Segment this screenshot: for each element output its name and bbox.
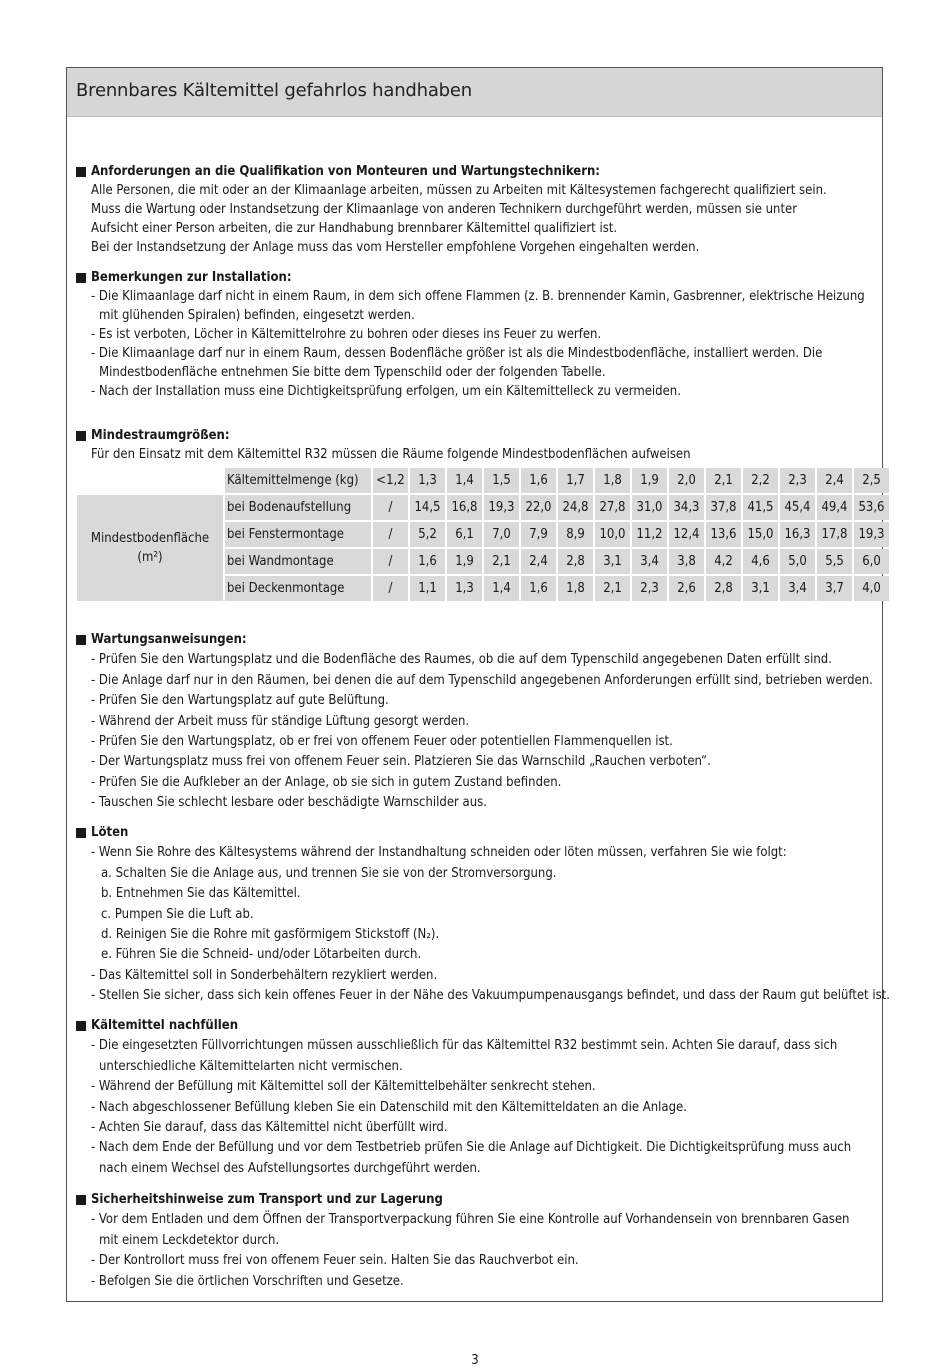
list-item: - Die eingesetzten Füllvorrichtungen müssen ausschließlich für das Kältemittel R32 bestimmt sein. Achten Sie darauf, dass sich [91,1038,838,1054]
table-cell: 1,8 [595,468,630,493]
table-cell: 2,4 [521,549,556,574]
area-label-cell [77,495,223,601]
table-cell: 1,6 [410,549,445,574]
square-bullet-icon [76,431,86,441]
step-item: a. Schalten Sie die Anlage aus, und trennen Sie sie von der Stromversorgung. [101,865,557,881]
table-cell: 1,4 [484,576,519,601]
table-cell: 2,6 [669,576,704,601]
section-heading: Kältemittel nachfüllen [91,1018,239,1033]
table-cell: 13,6 [706,522,741,547]
list-item: - Nach der Installation muss eine Dichtigkeitsprüfung erfolgen, um ein Kältemittelleck zu vermeiden. [91,384,681,399]
section-heading: Sicherheitshinweise zum Transport und zur Lagerung [91,1192,443,1207]
page-number: 3 [471,1353,479,1368]
step-item: d. Reinigen Sie die Rohre mit gasförmigem Stickstoff (N₂). [101,927,440,943]
square-bullet-icon [76,1021,86,1031]
table-cell: 17,8 [817,522,852,547]
table-cell: 2,2 [743,468,778,493]
table-cell: 5,5 [817,549,852,574]
section-heading: Löten [91,825,129,840]
table-cell: 16,3 [780,522,815,547]
list-item: - Prüfen Sie den Wartungsplatz auf gute Belüftung. [91,693,389,709]
table-cell: 41,5 [743,495,778,520]
table-cell: / [373,495,408,520]
section-soldering [76,823,890,1007]
table-cell: 2,8 [558,549,593,574]
section-heading: Bemerkungen zur Installation: [91,270,292,285]
list-item-continuation: mit einem Leckdetektor durch. [99,1232,280,1248]
table-cell: 1,6 [521,576,556,601]
row-label: bei Fenstermontage [225,522,371,547]
table-cell: 3,4 [632,549,667,574]
list-item: - Tauschen Sie schlecht lesbare oder beschädigte Warnschilder aus. [91,795,487,811]
table-cell: / [373,549,408,574]
list-item: - Prüfen Sie den Wartungsplatz und die Bodenfläche des Raumes, ob die auf dem Typenschild angegebenen Daten erfüllt sind. [91,652,832,668]
table-cell: <1,2 [373,468,408,493]
table-cell: 22,0 [521,495,556,520]
text-line: Aufsicht einer Person arbeiten, die zur Handhabung brennbarer Kältemittel qualifiziert ist. [91,221,618,236]
list-item: - Nach abgeschlossener Befüllung kleben Sie ein Datenschild mit den Kältemitteldaten an die Anlage. [91,1099,687,1115]
table-cell: 2,1 [595,576,630,601]
table-cell: 5,0 [780,549,815,574]
table-cell: 1,6 [521,468,556,493]
list-item: - Der Wartungsplatz muss frei von offenem Feuer sein. Platzieren Sie das Warnschild „Rauchen verboten“. [91,754,711,770]
section-qualification [76,162,827,257]
table-cell: / [373,522,408,547]
table-cell: 49,4 [817,495,852,520]
table-cell: 2,1 [706,468,741,493]
page-title: Brennbares Kältemittel gefahrlos handhaben [76,80,472,101]
table-cell: 31,0 [632,495,667,520]
table-corner-cell [77,468,223,493]
table-cell: 34,3 [669,495,704,520]
section-refill [76,1016,851,1179]
step-item: b. Entnehmen Sie das Kältemittel. [101,886,301,902]
section-heading: Mindestraumgrößen: [91,428,230,443]
step-item: c. Pumpen Sie die Luft ab. [101,906,254,922]
table-row [77,495,889,520]
table-cell: 1,1 [410,576,445,601]
list-item: - Befolgen Sie die örtlichen Vorschriften und Gesetze. [91,1273,404,1289]
list-item: - Während der Arbeit muss für ständige Lüftung gesorgt werden. [91,713,470,729]
table-cell: 8,9 [558,522,593,547]
table-cell: 2,0 [669,468,704,493]
table-cell: 2,1 [484,549,519,574]
table-cell: 4,0 [854,576,889,601]
table-cell: 2,5 [854,468,889,493]
table-cell: 37,8 [706,495,741,520]
row-label: bei Deckenmontage [225,576,371,601]
table-cell: / [373,576,408,601]
table-cell: 1,3 [447,576,482,601]
table-row [77,468,889,493]
square-bullet-icon [76,635,86,645]
table-intro: Für den Einsatz mit dem Kältemittel R32 müssen die Räume folgende Mindestbodenflächen aufweisen [91,447,691,462]
list-item: - Die Klimaanlage darf nur in einem Raum, dessen Bodenfläche größer ist als die Mindestbodenfläche, installiert werden. Die [91,346,823,361]
row-label: Kältemittelmenge (kg) [225,468,371,493]
table-cell: 27,8 [595,495,630,520]
section-heading: Wartungsanweisungen: [91,632,247,647]
section-heading: Anforderungen an die Qualifikation von Monteuren und Wartungstechnikern: [91,164,600,179]
square-bullet-icon [76,167,86,177]
table-cell: 15,0 [743,522,778,547]
list-item: - Wenn Sie Rohre des Kältesystems während der Instandhaltung schneiden oder löten müssen, verfahren Sie wie folgt: [91,845,787,861]
list-item: - Der Kontrollort muss frei von offenem Feuer sein. Halten Sie das Rauchverbot ein. [91,1253,579,1269]
table-cell: 2,3 [780,468,815,493]
table-cell: 3,1 [595,549,630,574]
list-item: - Während der Befüllung mit Kältemittel soll der Kältemittelbehälter senkrecht stehen. [91,1079,596,1095]
list-item: - Das Kältemittel soll in Sonderbehältern rezykliert werden. [91,967,438,983]
square-bullet-icon [76,828,86,838]
table-cell: 1,4 [447,468,482,493]
table-cell: 6,0 [854,549,889,574]
area-unit: (m²) [137,550,163,565]
table-cell: 5,2 [410,522,445,547]
table-cell: 1,9 [632,468,667,493]
table-cell: 6,1 [447,522,482,547]
square-bullet-icon [76,273,86,283]
table-cell: 19,3 [484,495,519,520]
table-cell: 1,5 [484,468,519,493]
table-cell: 1,3 [410,468,445,493]
section-min-room-size [76,426,691,464]
list-item: - Prüfen Sie die Aufkleber an der Anlage, ob sie sich in gutem Zustand befinden. [91,774,562,790]
list-item: - Die Anlage darf nur in den Räumen, bei denen die auf dem Typenschild angegebenen Anforderungen erfüllt sind, betrieben werden. [91,672,873,688]
table-cell: 4,2 [706,549,741,574]
table-cell: 1,9 [447,549,482,574]
table-cell: 16,8 [447,495,482,520]
table-cell: 3,1 [743,576,778,601]
list-item-continuation: Mindestbodenfläche entnehmen Sie bitte dem Typenschild oder der folgenden Tabelle. [99,365,606,380]
table-cell: 4,6 [743,549,778,574]
list-item: - Es ist verboten, Löcher in Kältemittelrohre zu bohren oder dieses ins Feuer zu werfen. [91,327,602,342]
list-item: - Achten Sie darauf, dass das Kältemittel nicht überfüllt wird. [91,1120,448,1136]
table-cell: 1,8 [558,576,593,601]
table-cell: 3,7 [817,576,852,601]
table-cell: 2,3 [632,576,667,601]
section-installation [76,268,865,401]
table-cell: 53,6 [854,495,889,520]
list-item: - Die Klimaanlage darf nicht in einem Raum, in dem sich offene Flammen (z. B. brennender Kamin, Gasbrenner, elektrische Heizung [91,289,865,304]
list-item-continuation: nach einem Wechsel des Aufstellungsortes durchgeführt werden. [99,1160,481,1176]
table-cell: 2,4 [817,468,852,493]
table-cell: 7,0 [484,522,519,547]
list-item: - Vor dem Entladen und dem Öffnen der Transportverpackung führen Sie eine Kontrolle auf Vorhandensein von brennbaren Gasen [91,1212,850,1228]
table-cell: 24,8 [558,495,593,520]
table-cell: 10,0 [595,522,630,547]
list-item-continuation: unterschiedliche Kältemittelarten nicht vermischen. [99,1058,403,1074]
table-cell: 3,4 [780,576,815,601]
list-item: - Prüfen Sie den Wartungsplatz, ob er frei von offenem Feuer oder potentiellen Flammenquellen ist. [91,734,673,750]
step-item: e. Führen Sie die Schneid- und/oder Lötarbeiten durch. [101,947,422,963]
table-cell: 45,4 [780,495,815,520]
section-maintenance [76,630,873,814]
title-bar [67,68,882,117]
table-cell: 12,4 [669,522,704,547]
list-item: - Stellen Sie sicher, dass sich kein offenes Feuer in der Nähe des Vakuumpumpenausgangs befindet, und dass der Raum gut belüftet ist. [91,988,890,1004]
text-line: Bei der Instandsetzung der Anlage muss das vom Hersteller empfohlene Vorgehen eingehalten werden. [91,240,700,255]
list-item-continuation: mit glühenden Spiralen) befinden, eingesetzt werden. [99,308,415,323]
row-label: bei Bodenaufstellung [225,495,371,520]
area-label: Mindestbodenfläche [90,531,210,546]
min-area-table [75,466,891,603]
row-label: bei Wandmontage [225,549,371,574]
table-cell: 7,9 [521,522,556,547]
table-cell: 1,7 [558,468,593,493]
square-bullet-icon [76,1195,86,1205]
table-cell: 19,3 [854,522,889,547]
table-cell: 14,5 [410,495,445,520]
text-line: Alle Personen, die mit oder an der Klimaanlage arbeiten, müssen zu Arbeiten mit Kältesystemen fachgerecht qualifiziert sein. [91,183,827,198]
table-cell: 2,8 [706,576,741,601]
text-line: Muss die Wartung oder Instandsetzung der Klimaanlage von anderen Technikern durchgeführt werden, müssen sie unter [91,202,798,217]
section-transport [76,1190,849,1292]
list-item: - Nach dem Ende der Befüllung und vor dem Testbetrieb prüfen Sie die Anlage auf Dichtigkeit. Die Dichtigkeitsprüfung muss auch [91,1140,852,1156]
table-cell: 3,8 [669,549,704,574]
table-cell: 11,2 [632,522,667,547]
